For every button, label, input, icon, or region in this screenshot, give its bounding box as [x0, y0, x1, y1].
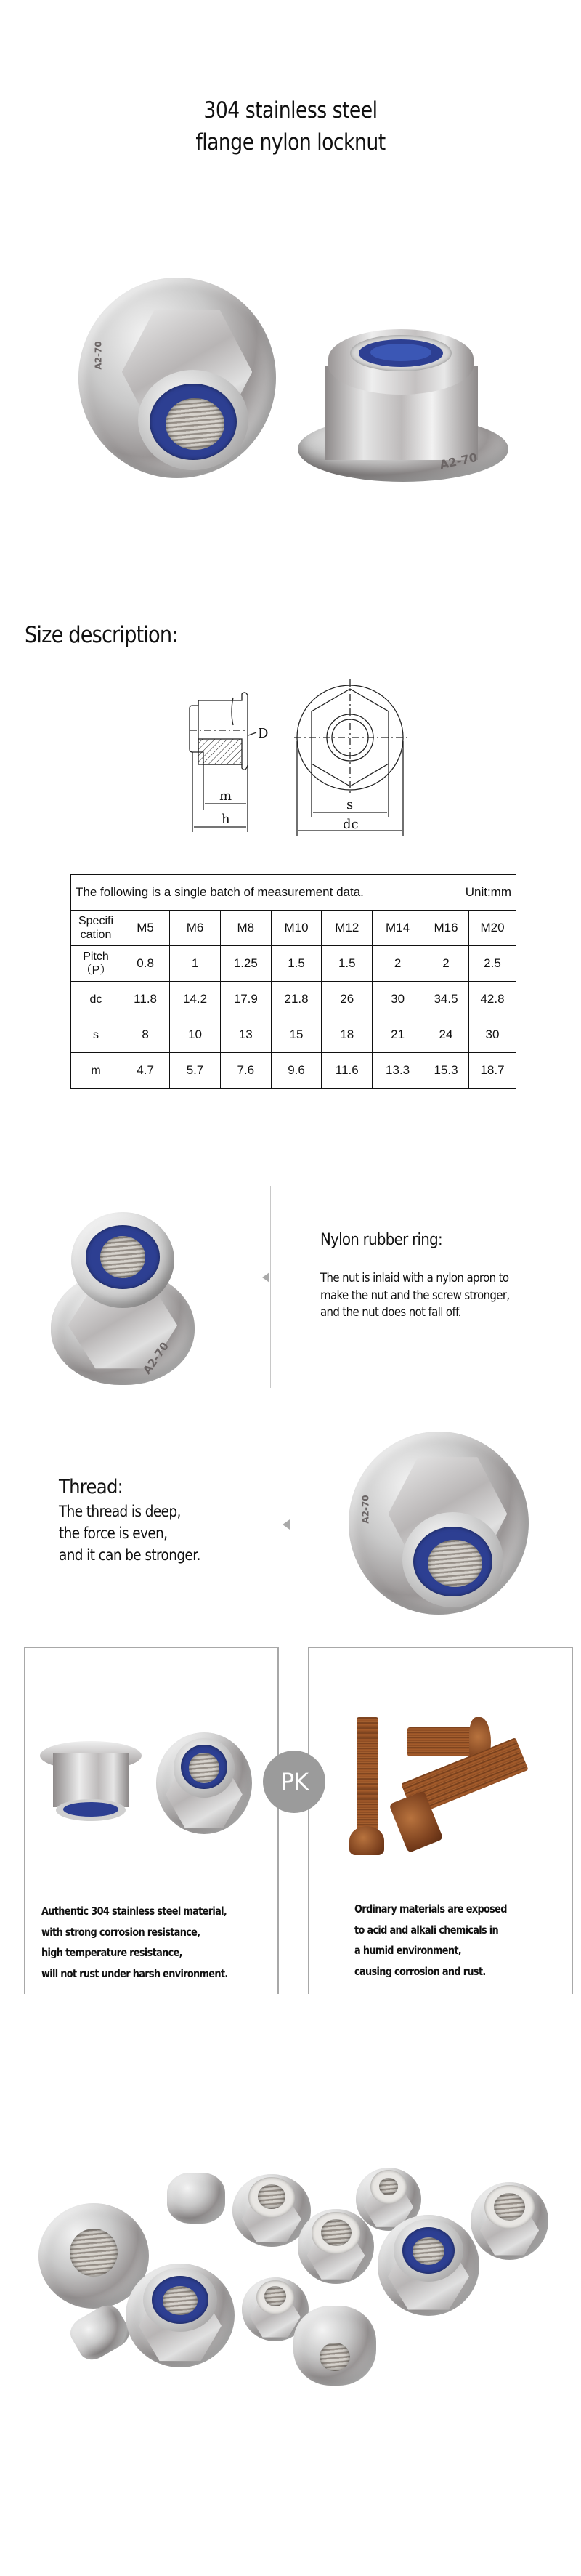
title-line-2: flange nylon locknut — [195, 129, 386, 156]
rusty-bolts-image — [349, 1717, 538, 1855]
table-cell: 1 — [170, 946, 221, 982]
section-divider — [270, 1186, 271, 1388]
stainless-nuts-image — [40, 1728, 258, 1837]
comparison-card-stainless — [24, 1647, 279, 1994]
nut-face-view — [78, 278, 276, 478]
col-header: M14 — [373, 911, 423, 946]
table-cell: 18 — [322, 1017, 373, 1053]
pointer-arrow-icon — [283, 1519, 290, 1530]
thread-nut-image — [349, 1432, 529, 1615]
row-header-pitch: Pitch （P） — [71, 946, 121, 982]
spec-table — [70, 874, 516, 1089]
table-cell: 1.5 — [271, 946, 322, 982]
row-header-s: s — [71, 1017, 121, 1053]
table-caption-row — [71, 875, 516, 911]
hero-product-image — [73, 272, 516, 487]
technical-drawing-icon — [163, 679, 410, 839]
title-line-1: 304 stainless steel — [203, 97, 378, 124]
label-h: h — [222, 812, 230, 827]
table-row — [71, 946, 516, 982]
pk-badge: PK — [263, 1751, 325, 1813]
label-dc: dc — [343, 817, 359, 832]
size-description-heading: Size description: — [25, 622, 178, 648]
stainless-description: Authentic 304 stainless steel material, with strong corrosion resistance, high temperature resistance, will not rust under harsh environment. — [41, 1905, 228, 1980]
table-cell: 15.3 — [423, 1053, 469, 1089]
table-row — [71, 1017, 516, 1053]
feature-thread-section — [0, 1421, 581, 1631]
table-caption: The following is a single batch of measurement data. — [76, 885, 364, 899]
table-unit: Unit:mm — [465, 885, 511, 899]
table-cell: 17.9 — [220, 982, 271, 1017]
table-cell: 24 — [423, 1017, 469, 1053]
nylon-heading: Nylon rubber ring: — [320, 1231, 442, 1249]
table-cell: 34.5 — [423, 982, 469, 1017]
col-header: M5 — [121, 911, 170, 946]
dimension-diagram — [163, 679, 410, 839]
table-cell: 8 — [121, 1017, 170, 1053]
col-header: M10 — [271, 911, 322, 946]
table-cell: 2 — [423, 946, 469, 982]
label-m: m — [219, 788, 232, 804]
table-cell: 14.2 — [170, 982, 221, 1017]
table-cell: 7.6 — [220, 1053, 271, 1089]
table-cell: 11.8 — [121, 982, 170, 1017]
col-header: M12 — [322, 911, 373, 946]
table-row — [71, 982, 516, 1017]
stamp-text: A2-70 — [360, 1495, 371, 1524]
feature-nylon-section — [0, 1177, 581, 1388]
nut-side-view — [298, 329, 508, 482]
stamp-text: A2-70 — [140, 1339, 172, 1377]
table-cell: 18.7 — [469, 1053, 516, 1089]
thread-description: The thread is deep, the force is even, and it can be stronger. — [59, 1503, 200, 1564]
table-cell: 21.8 — [271, 982, 322, 1017]
row-header-m: m — [71, 1053, 121, 1089]
nylon-description: The nut is inlaid with a nylon apron to make the nut and the screw stronger, and the nut does not fall off. — [320, 1271, 510, 1320]
col-header: M8 — [220, 911, 271, 946]
table-cell: 30 — [469, 1017, 516, 1053]
table-cell: 13 — [220, 1017, 271, 1053]
table-row — [71, 1053, 516, 1089]
table-cell: 2.5 — [469, 946, 516, 982]
table-cell: 0.8 — [121, 946, 170, 982]
table-cell: 13.3 — [373, 1053, 423, 1089]
table-cell: 1.5 — [322, 946, 373, 982]
col-header: M6 — [170, 911, 221, 946]
nylon-nut-collar — [71, 1212, 174, 1308]
nut-assortment-image — [0, 2165, 581, 2398]
col-header: M20 — [469, 911, 516, 946]
table-header-row — [71, 911, 516, 946]
stamp-text: A2-70 — [438, 450, 479, 472]
table-cell: 30 — [373, 982, 423, 1017]
table-cell: 4.7 — [121, 1053, 170, 1089]
table-cell: 15 — [271, 1017, 322, 1053]
row-header-dc: dc — [71, 982, 121, 1017]
page-title — [41, 94, 540, 158]
col-header: M16 — [423, 911, 469, 946]
pointer-arrow-icon — [262, 1272, 269, 1283]
row-header-spec: Specifi cation — [71, 911, 121, 946]
table-cell: 21 — [373, 1017, 423, 1053]
table-cell: 2 — [373, 946, 423, 982]
table-cell: 42.8 — [469, 982, 516, 1017]
comparison-card-ordinary — [308, 1647, 573, 1994]
thread-heading: Thread: — [59, 1476, 123, 1498]
stamp-text: A2-70 — [93, 341, 104, 370]
table-cell: 1.25 — [220, 946, 271, 982]
label-D: D — [258, 726, 269, 741]
table-cell: 10 — [170, 1017, 221, 1053]
label-s: s — [346, 797, 354, 812]
ordinary-description: Ordinary materials are exposed to acid and alkali chemicals in a humid environment, causing corrosion and rust. — [354, 1902, 507, 1978]
table-cell: 11.6 — [322, 1053, 373, 1089]
table-cell: 26 — [322, 982, 373, 1017]
table-cell: 5.7 — [170, 1053, 221, 1089]
table-cell: 9.6 — [271, 1053, 322, 1089]
